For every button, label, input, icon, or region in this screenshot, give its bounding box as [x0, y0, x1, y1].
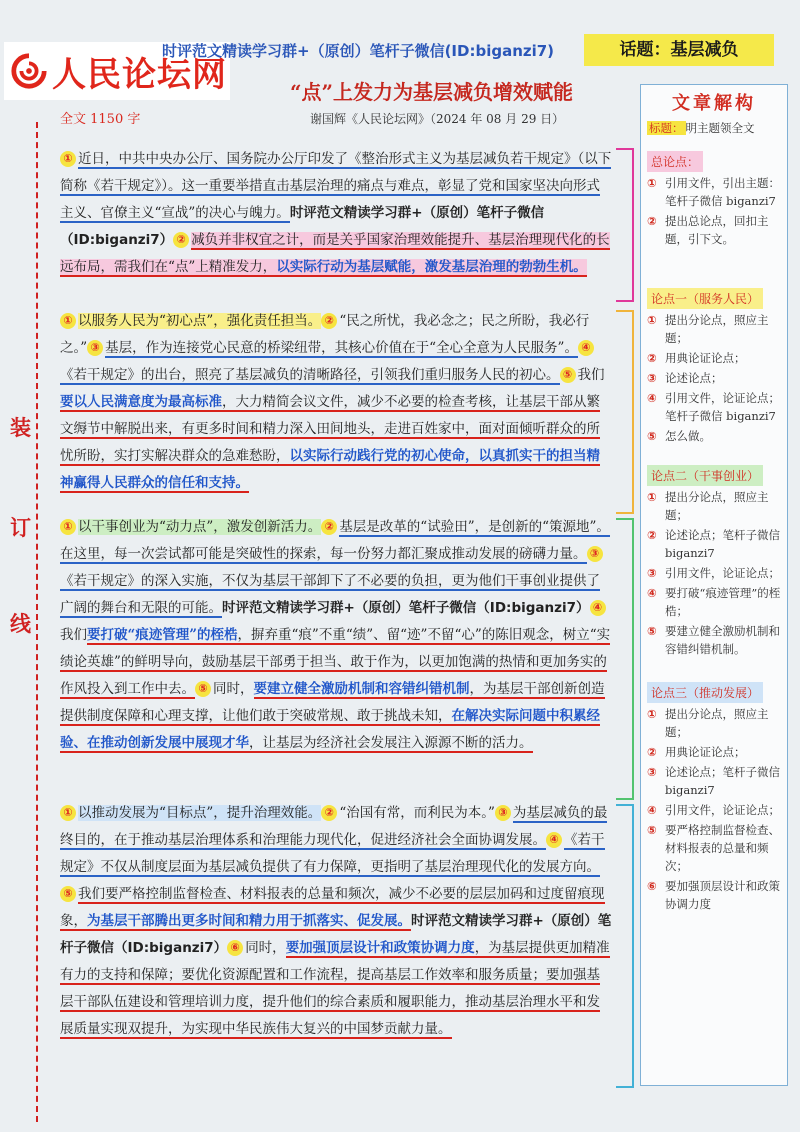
- sidebar-item: ⑤ 要建立健全激励机制和容错纠错机制。: [647, 624, 780, 656]
- sentence-number: ②: [321, 805, 337, 821]
- p3-sentence-5-tail: ，让基层为经济社会发展注入源源不断的活力。: [249, 735, 533, 751]
- sidebar-item: ② 用典论证论点；: [647, 351, 746, 365]
- sentence-number: ②: [321, 313, 337, 329]
- p4-promo: 时评范文精读学习群+（原创）笔杆子微信（ID:biganzi7）: [60, 913, 612, 956]
- sentence-number: ③: [587, 546, 603, 562]
- sidebar-item: ② 用典论证论点；: [647, 745, 746, 759]
- paragraph-4: [60, 800, 612, 1043]
- binding-dashed-line: [36, 122, 38, 1122]
- promo-banner: 时评范文精读学习群+（原创）笔杆子微信(ID:biganzi7): [162, 42, 555, 60]
- p2-sentence-5-end: 以实际行动践行党的初心使命，以真抓实干的担当精神赢得人民群众的信任和支持。: [60, 448, 600, 491]
- binding-label-2: 订: [10, 516, 31, 540]
- sidebar-section-overall: [647, 151, 781, 248]
- sidebar-item: ⑥ 要加强顶层设计和政策协调力度: [647, 879, 780, 911]
- sidebar-item: ③ 引用文件，论证论点；: [647, 566, 780, 580]
- sidebar-item: ② 论述论点；笔杆子微信 biganzi7: [647, 528, 780, 560]
- sentence-number: ⑤: [60, 886, 76, 902]
- sidebar-item: ⑤ 要严格控制监督检查、材料报表的总量和频次；: [647, 823, 780, 873]
- paragraph-2: [60, 308, 612, 497]
- sidebar-item: ⑤ 怎么做。: [647, 429, 711, 443]
- p4-sentence-5: 我们要严格控制监督检查、材料报表的总量和频次，减少不必要的层层加码和过度留痕现象，: [60, 886, 605, 929]
- sentence-number: ⑥: [227, 940, 243, 956]
- p1-sentence-2: 减负并非权宜之计，而是关乎国家治理效能提升、基层治理现代化的长远布局，需我们在“点”上精准发力，: [60, 232, 610, 275]
- p3-sentence-4-lead: 我们: [60, 627, 87, 643]
- sidebar-title-note: [647, 119, 781, 137]
- sidebar-section-head: 论点三（推动发展）: [647, 682, 763, 703]
- p4-sentence-5-emphasis: 为基层干部腾出更多时间和精力用于抓落实、促发展。: [87, 913, 411, 929]
- p4-sentence-4: 《若干规定》不仅从制度层面为基层减负提供了有力保障，更指明了基层治理现代化的发展方向。: [60, 832, 605, 875]
- sentence-number: ④: [546, 832, 562, 848]
- sentence-number: ①: [60, 313, 76, 329]
- p2-sentence-5: ，大力精简会议文件，减少不必要的检查考核，让基层干部从繁文缛节中解脱出来，有更多时间和精力深入田间地头，走进百姓家中，面对面倾听群众的所忧所盼，实打实解决群众的急难愁盼，: [60, 394, 600, 464]
- p3-sentence-5-end: 在解决实际问题中积累经验、在推动创新发展中展现才华: [60, 708, 600, 751]
- p3-sentence-4: ，摒弃重“痕”不重“绩”、留“迹”不留“心”的陈旧观念，树立“实绩论英雄”的鲜明导向，鼓励基层干部勇于担当、敢于作为，以更加饱满的热情和更加务实的作风投入到工作中去。: [60, 627, 611, 697]
- sidebar-item: ④ 引用文件，论证论点；: [647, 803, 780, 817]
- p2-sentence-4: 《若干规定》的出台，照亮了基层减负的清晰路径，引领我们重归服务人民的初心。: [60, 367, 560, 383]
- article-title: “点”上发力为基层减负增效赋能: [290, 80, 574, 104]
- sidebar-item: ② 提出总论点，回扣主题，引下文。: [647, 214, 769, 246]
- p4-sentence-6-emphasis: 要加强顶层设计和政策协调力度: [285, 940, 475, 956]
- sidebar-item: ① 提出分论点，照应主题；: [647, 490, 769, 522]
- sidebar-item: ③ 论述论点；: [647, 371, 723, 385]
- sidebar-item: ④ 引用文件，论证论点；笔杆子微信 biganzi7: [647, 391, 780, 423]
- p2-sentence-5-emphasis: 要以人民满意度为最高标准: [60, 394, 222, 410]
- sentence-number: ③: [495, 805, 511, 821]
- p3-sentence-5-emphasis: 要建立健全激励机制和容错纠错机制: [253, 681, 470, 697]
- sidebar-item: ① 提出分论点，照应主题；: [647, 313, 769, 345]
- sentence-number: ④: [590, 600, 606, 616]
- word-count: 全文 1150 字: [60, 112, 141, 127]
- p2-sentence-3: 基层，作为连接党心民意的桥梁纽带，其核心价值在于“全心全意为人民服务”。: [105, 340, 578, 356]
- bracket-section-4: [616, 804, 634, 1088]
- sentence-number: ①: [60, 519, 76, 535]
- sentence-number: ⑤: [560, 367, 576, 383]
- p3-sentence-1: 以干事创业为“动力点”，激发创新活力。: [78, 519, 322, 535]
- logo-swirl-icon: [10, 52, 48, 90]
- p3-sentence-5-lead: 同时，: [213, 681, 254, 697]
- bracket-section-1: [616, 148, 634, 302]
- sidebar-section-point-1: [647, 288, 781, 445]
- p4-sentence-2: “治国有常，而利民为本。”: [339, 805, 495, 821]
- logo-text: 人民论坛网: [52, 54, 227, 95]
- p2-sentence-1: 以服务人民为“初心点”，强化责任担当。: [78, 313, 322, 329]
- p3-sentence-4-emphasis: 要打破“痕迹管理”的桎梏: [87, 627, 238, 643]
- p3-sentence-5: ，为基层干部创新创造提供制度保障和心理支撑，让他们敢于突破常规、敢于挑战未知，: [60, 681, 605, 724]
- paragraph-1: [60, 146, 612, 281]
- sentence-number: ②: [321, 519, 337, 535]
- p4-sentence-3: 为基层减负的最终目的，在于推动基层治理体系和治理能力现代化，促进经济社会全面协调发展。: [60, 805, 608, 848]
- bracket-section-3: [616, 518, 634, 800]
- sidebar-section-head: 论点二（干事创业）: [647, 465, 763, 486]
- sidebar-section-head: 总论点：: [647, 151, 703, 172]
- sidebar-title: 文章解构: [672, 93, 756, 114]
- sentence-number: ⑤: [195, 681, 211, 697]
- sentence-number: ②: [173, 232, 189, 248]
- sidebar-section-point-3: [647, 682, 781, 913]
- structure-sidebar: [640, 84, 788, 1086]
- p2-sentence-5-lead: 我们: [577, 367, 605, 383]
- p1-sentence-2-emphasis: 以实际行动为基层赋能，激发基层治理的勃勃生机。: [276, 259, 587, 275]
- p2-sentence-2: “民之所忧，我必念之；民之所盼，我必行之。”: [60, 313, 590, 356]
- sidebar-item: ③ 论述论点；笔杆子微信 biganzi7: [647, 765, 780, 797]
- p4-sentence-6: ，为基层提供更加精准有力的支持和保障；要优化资源配置和工作流程，提高基层工作效率和服务质量；要加强基层干部队伍建设和管理培训力度，提升他们的综合素质和履职能力，推动基层治理水平和发展质量实现双提升，为实现中华民族伟大复兴的中国梦贡献力量。: [60, 940, 610, 1037]
- sentence-number: ①: [60, 805, 76, 821]
- sidebar-section-point-2: [647, 465, 781, 658]
- sidebar-section-head: 论点一（服务人民）: [647, 288, 763, 309]
- sentence-number: ③: [87, 340, 103, 356]
- binding-label-3: 线: [10, 612, 31, 636]
- sidebar-item: ① 引用文件，引出主题：笔杆子微信 biganzi7: [647, 176, 780, 208]
- bracket-section-2: [616, 310, 634, 514]
- binding-label-1: 装: [10, 416, 31, 440]
- sentence-number: ①: [60, 151, 76, 167]
- p1-sentence-1: 近日，中共中央办公厅、国务院办公厅印发了《整治形式主义为基层减负若干规定》（以下简称《若干规定》）。这一重要举措直击基层治理的痛点与难点，彰显了党和国家坚决向形式主义、官僚主义“宣战”的决心与魄力。: [60, 151, 612, 221]
- p3-sentence-3: 《若干规定》的深入实施，不仅为基层干部卸下了不必要的负担，更为他们干事创业提供了广阔的舞台和无限的可能。: [60, 573, 600, 616]
- sidebar-tag: 标题：: [649, 121, 684, 135]
- p1-promo: 时评范文精读学习群+（原创）笔杆子微信（ID:biganzi7）: [60, 205, 545, 248]
- p4-sentence-6-lead: 同时，: [245, 940, 286, 956]
- p3-sentence-2: 基层是改革的“试验田”，是创新的“策源地”。在这里，每一次尝试都可能是突破性的探索，每一份努力都汇聚成推动发展的磅礴力量。: [60, 519, 610, 562]
- p4-sentence-1: 以推动发展为“目标点”，提升治理效能。: [78, 805, 322, 821]
- p3-promo: 时评范文精读学习群+（原创）笔杆子微信（ID:biganzi7）: [222, 600, 590, 616]
- sidebar-item: ① 提出分论点，照应主题；: [647, 707, 769, 739]
- sidebar-tag-text: 明主题领全文: [685, 121, 755, 135]
- sidebar-item: ④ 要打破“痕迹管理”的桎梏；: [647, 586, 781, 618]
- paragraph-3: [60, 514, 612, 757]
- topic-badge: 话题：基层减负: [584, 34, 774, 66]
- byline: 谢国辉《人民论坛网》（2024 年 08 月 29 日）: [310, 112, 565, 126]
- sentence-number: ④: [578, 340, 594, 356]
